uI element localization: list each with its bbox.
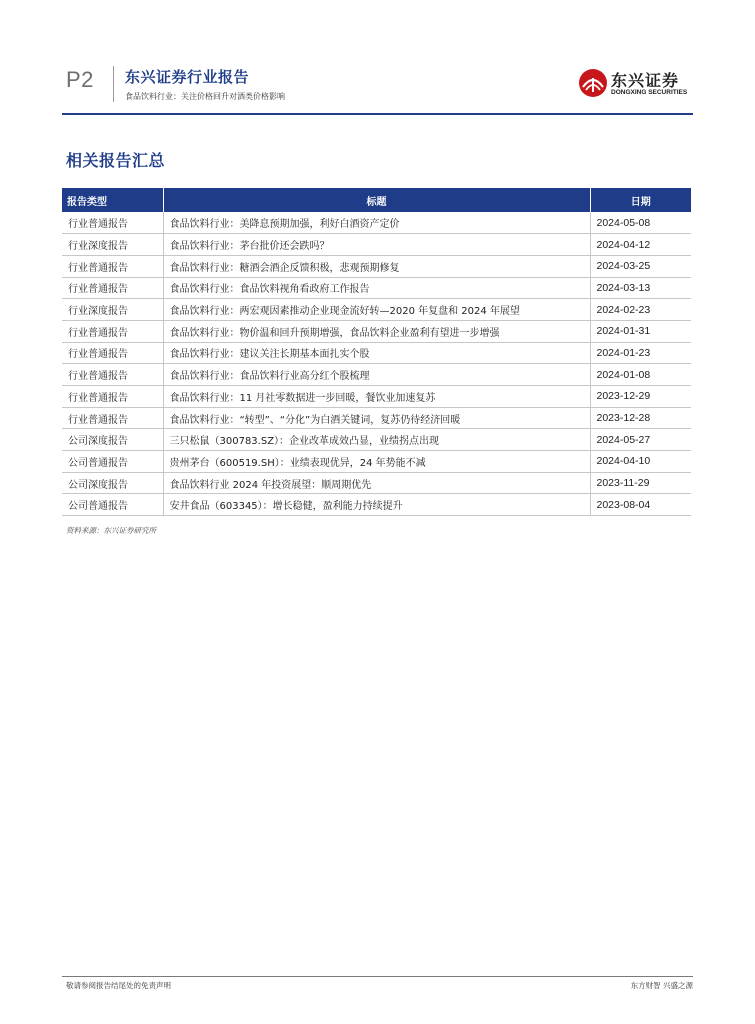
- table-row: [62, 234, 691, 256]
- source-note: 资料来源：东兴证券研究所: [66, 526, 156, 535]
- report-type-cell: 行业深度报告: [62, 234, 163, 256]
- table-header-row: [62, 188, 691, 212]
- report-date-cell: 2024-04-12: [590, 234, 691, 256]
- report-date-cell: 2024-01-31: [590, 320, 691, 342]
- logo-text-en: DONGXING SECURITIES: [611, 89, 688, 96]
- header-divider: [113, 66, 114, 102]
- report-date-cell: 2024-01-08: [590, 364, 691, 386]
- report-date-cell: 2024-02-23: [590, 299, 691, 321]
- report-type-cell: 公司普通报告: [62, 494, 163, 516]
- footer-slogan: 东方财智 兴盛之源: [630, 981, 693, 990]
- report-title-cell: 食品饮料行业：食品饮料行业高分红个股梳理: [163, 364, 590, 386]
- report-subtitle: 食品饮料行业：关注价格回升对酒类价格影响: [125, 92, 285, 101]
- report-title-cell: 食品饮料行业：11 月社零数据进一步回暖，餐饮业加速复苏: [163, 386, 590, 408]
- report-title-cell: 三只松鼠（300783.SZ）：企业改革成效凸显，业绩拐点出现: [163, 429, 590, 451]
- table-row: [62, 255, 691, 277]
- report-type-cell: 公司深度报告: [62, 429, 163, 451]
- report-date-cell: 2024-01-23: [590, 342, 691, 364]
- table-row: [62, 277, 691, 299]
- report-title-cell: 食品饮料行业：两宏观因素推动企业现金流好转—2020 年复盘和 2024 年展望: [163, 299, 590, 321]
- table-row: [62, 494, 691, 516]
- report-type-cell: 公司普通报告: [62, 451, 163, 473]
- footer-rule: [62, 976, 693, 977]
- table-row: [62, 364, 691, 386]
- report-type-cell: 行业普通报告: [62, 212, 163, 234]
- report-title-cell: 贵州茅台（600519.SH）：业绩表现优异，24 年势能不减: [163, 451, 590, 473]
- report-type-cell: 公司深度报告: [62, 472, 163, 494]
- report-title-cell: 食品饮料行业 2024 年投资展望：顺周期优先: [163, 472, 590, 494]
- report-date-cell: 2023-12-29: [590, 386, 691, 408]
- table-row: [62, 472, 691, 494]
- report-type-cell: 行业普通报告: [62, 255, 163, 277]
- page-number: P2: [66, 67, 94, 92]
- page-header: [0, 0, 755, 118]
- report-date-cell: 2023-12-28: [590, 407, 691, 429]
- report-series-title: 东兴证券行业报告: [125, 68, 250, 86]
- dongxing-logo-icon: [578, 68, 608, 98]
- table-row: [62, 429, 691, 451]
- report-date-cell: 2024-03-25: [590, 255, 691, 277]
- report-title-cell: 食品饮料行业：食品饮料视角看政府工作报告: [163, 277, 590, 299]
- section-title: 相关报告汇总: [66, 151, 166, 170]
- report-type-cell: 行业普通报告: [62, 277, 163, 299]
- table-row: [62, 342, 691, 364]
- report-date-cell: 2024-03-13: [590, 277, 691, 299]
- report-date-cell: 2024-05-27: [590, 429, 691, 451]
- report-title-cell: 安井食品（603345）：增长稳健，盈利能力持续提升: [163, 494, 590, 516]
- report-type-cell: 行业普通报告: [62, 364, 163, 386]
- report-date-cell: 2023-08-04: [590, 494, 691, 516]
- report-title-cell: 食品饮料行业：“转型”、“分化”为白酒关键词，复苏仍待经济回暖: [163, 407, 590, 429]
- related-reports-table: [62, 188, 691, 516]
- table-row: [62, 320, 691, 342]
- report-title-cell: 食品饮料行业：美降息预期加强，利好白酒资产定价: [163, 212, 590, 234]
- table-row: [62, 451, 691, 473]
- table-body: [62, 212, 691, 516]
- header-report-type: 报告类型: [62, 188, 163, 212]
- table-row: [62, 212, 691, 234]
- table-row: [62, 407, 691, 429]
- table-row: [62, 386, 691, 408]
- report-date-cell: 2024-05-08: [590, 212, 691, 234]
- report-date-cell: 2024-04-10: [590, 451, 691, 473]
- report-title-cell: 食品饮料行业：糖酒会酒企反馈积极，悲观预期修复: [163, 255, 590, 277]
- report-type-cell: 行业深度报告: [62, 299, 163, 321]
- disclaimer-note: 敬请参阅报告结尾处的免责声明: [66, 981, 171, 990]
- report-date-cell: 2023-11-29: [590, 472, 691, 494]
- report-title-cell: 食品饮料行业：建议关注长期基本面扎实个股: [163, 342, 590, 364]
- header-title: 标题: [163, 188, 590, 212]
- company-logo: [578, 68, 698, 100]
- report-type-cell: 行业普通报告: [62, 386, 163, 408]
- report-title-cell: 食品饮料行业：物价温和回升预期增强，食品饮料企业盈利有望进一步增强: [163, 320, 590, 342]
- header-date: 日期: [590, 188, 691, 212]
- logo-text-cn: 东兴证券: [611, 71, 680, 90]
- header-rule: [62, 113, 693, 115]
- report-type-cell: 行业普通报告: [62, 407, 163, 429]
- report-type-cell: 行业普通报告: [62, 320, 163, 342]
- report-type-cell: 行业普通报告: [62, 342, 163, 364]
- report-title-cell: 食品饮料行业：茅台批价还会跌吗？: [163, 234, 590, 256]
- table-row: [62, 299, 691, 321]
